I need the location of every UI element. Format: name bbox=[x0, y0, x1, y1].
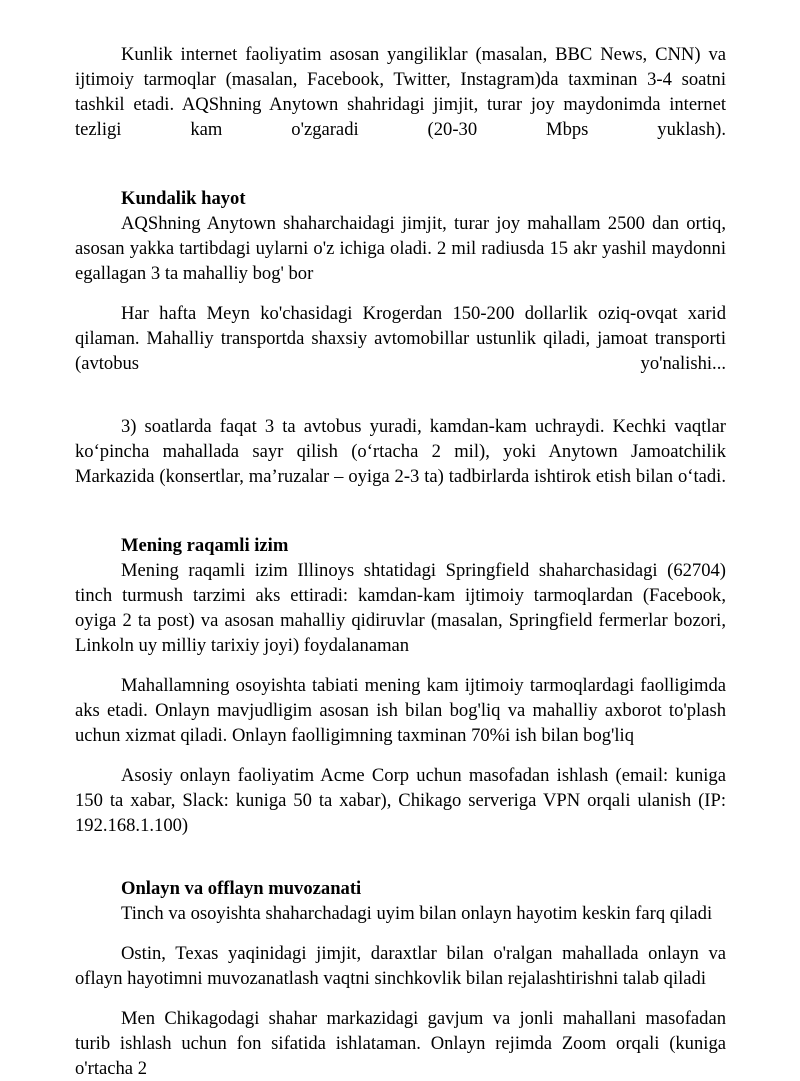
digital-footprint-paragraph-1: Mening raqamli izim Illinoys shtatidagi Springfield shaharchasidagi (62704) tinch turmush tarzimi aks ettiradi: kamdan-kam ijtimoiy tarmoqlardan (Facebook, oyiga 2 ta post) va asosan mahalliy qidiruvlar (masalan, Springfield fermerlar bozori, Linkoln uy milliy tarixiy joyi) foydalanaman bbox=[75, 560, 726, 656]
daily-life-paragraph-3: 3) soatlarda faqat 3 ta avtobus yuradi, kamdan-kam uchraydi. Kechki vaqtlar ko‘pincha mahallada sayr qilish (o‘rtacha 2 mil), yoki Anytown Jamoatchilik Markazida (konsertlar, ma’ruzalar – oyiga 2-3 ta) tadbirlarda ishtirok etish bilan o‘tadi. bbox=[75, 416, 726, 487]
heading-daily-life: Kundalik hayot bbox=[121, 188, 246, 209]
daily-life-paragraph-2: Har hafta Meyn ko'chasidagi Krogerdan 150-200 dollarlik oziq-ovqat xarid qilaman. Mahalliy transportda shaxsiy avtomobillar ustunlik qiladi, jamoat transporti (avtobus yo'nalishi... bbox=[75, 303, 726, 374]
balance-paragraph-1: Tinch va osoyishta shaharchadagi uyim bilan onlayn hayotim keskin farq qiladi bbox=[121, 903, 713, 924]
intro-paragraph-1: Kunlik internet faoliyatim asosan yangiliklar (masalan, BBC News, CNN) va ijtimoiy tarmoqlar (masalan, Facebook, Twitter, Instagram)da taxminan 3-4 soatni tashkil etadi. AQShning Anytown shahridagi jimjit, turar joy maydonimda internet tezligi kam o'zgaradi (20-30 Mbps yuklash). bbox=[75, 44, 726, 140]
document-page bbox=[75, 42, 726, 1081]
heading-digital-footprint: Mening raqamli izim bbox=[121, 535, 289, 556]
balance-paragraph-2: Ostin, Texas yaqinidagi jimjit, daraxtlar bilan o'ralgan mahallada onlayn va oflayn hayotimni muvozanatlash vaqtni sinchkovlik bilan rejalashtirishni talab qiladi bbox=[75, 943, 726, 989]
digital-footprint-paragraph-2: Mahallamning osoyishta tabiati mening kam ijtimoiy tarmoqlardagi faolligimda aks etadi. Onlayn mavjudligim asosan ish bilan bog'liq va mahalliy axborot to'plash uchun xizmat qiladi. Onlayn faolligimning taxminan 70%i ish bilan bog'liq bbox=[75, 675, 726, 746]
heading-online-offline-balance: Onlayn va offlayn muvozanati bbox=[121, 878, 362, 899]
balance-paragraph-3: Men Chikagodagi shahar markazidagi gavjum va jonli mahallani masofadan turib ishlash uchun fon sifatida ishlataman. Onlayn rejimda Zoom orqali (kuniga o'rtacha 2 bbox=[75, 1008, 726, 1079]
digital-footprint-paragraph-3: Asosiy onlayn faoliyatim Acme Corp uchun masofadan ishlash (email: kuniga 150 ta xabar, Slack: kuniga 50 ta xabar), Chikago serveriga VPN orqali ulanish (IP: 192.168.1.100) bbox=[75, 765, 726, 836]
daily-life-paragraph-1: AQShning Anytown shaharchaidagi jimjit, turar joy mahallam 2500 dan ortiq, asosan yakka tartibdagi uylarni o'z ichiga oladi. 2 mil radiusda 15 akr yashil maydonni egallagan 3 ta mahalliy bog' bor bbox=[75, 213, 726, 284]
